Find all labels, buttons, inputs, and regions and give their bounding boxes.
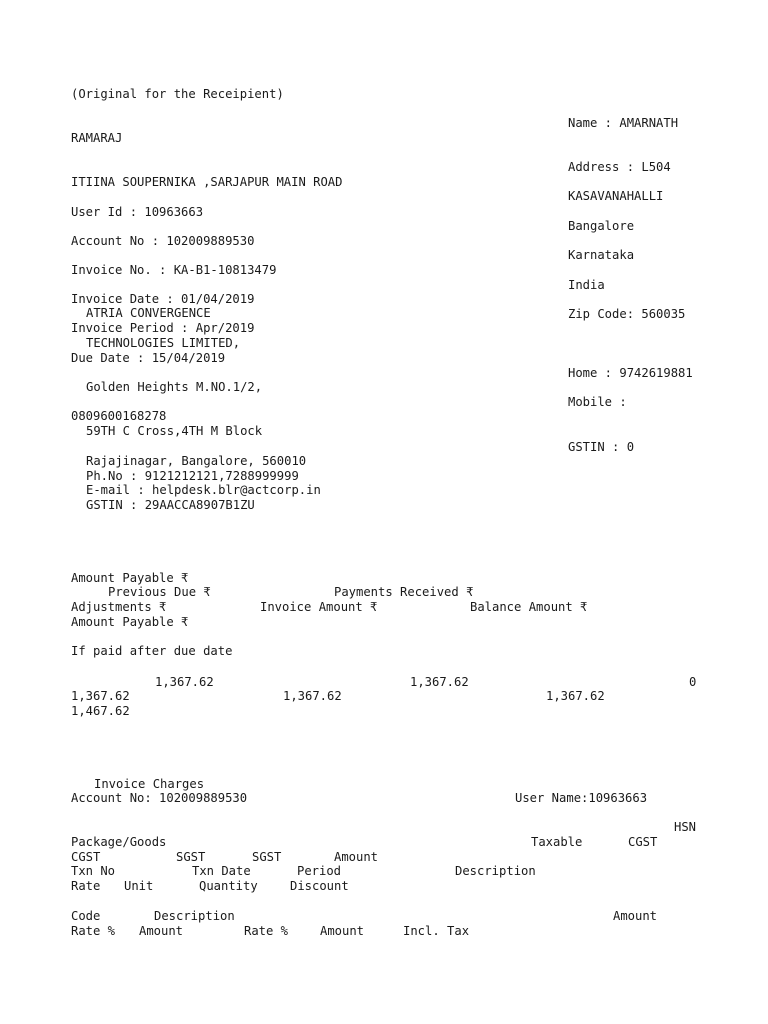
previous-due-label: Previous Due ₹ bbox=[108, 585, 211, 599]
account-number: Account No : 102009889530 bbox=[71, 234, 255, 248]
col-sgst-2: SGST bbox=[252, 850, 282, 864]
customer-name: Name : AMARNATH bbox=[568, 116, 679, 130]
customer-gstin: GSTIN : 0 bbox=[568, 440, 635, 454]
adjustments-value: 0 bbox=[689, 675, 697, 689]
customer-name-continued: RAMARAJ bbox=[71, 131, 123, 145]
balance-amount-value: 1,367.62 bbox=[283, 689, 342, 703]
provider-name-line1: ATRIA CONVERGENCE bbox=[86, 306, 211, 320]
balance-amount-label: Balance Amount ₹ bbox=[470, 600, 588, 614]
amount-payable-label-2: Amount Payable ₹ bbox=[71, 615, 189, 629]
provider-email: E-mail : helpdesk.blr@actcorp.in bbox=[86, 483, 321, 497]
late-payment-note: If paid after due date bbox=[71, 644, 233, 658]
user-id: User Id : 10963663 bbox=[71, 205, 204, 219]
col-cgst: CGST bbox=[628, 835, 658, 849]
invoice-amount-label: Invoice Amount ₹ bbox=[260, 600, 378, 614]
amount-payable-value: 1,367.62 bbox=[546, 689, 605, 703]
col-hsn: HSN bbox=[674, 820, 697, 834]
customer-state: Karnataka bbox=[568, 248, 635, 262]
provider-address-line2: 59TH C Cross,4TH M Block bbox=[86, 424, 263, 438]
customer-country: India bbox=[568, 278, 605, 292]
invoice-date: Invoice Date : 01/04/2019 bbox=[71, 292, 255, 306]
customer-home-phone: Home : 9742619881 bbox=[568, 366, 693, 380]
customer-address-continued: ITIINA SOUPERNIKA ,SARJAPUR MAIN ROAD bbox=[71, 175, 343, 189]
col-rate: Rate bbox=[71, 879, 101, 893]
provider-phone: Ph.No : 9121212121,7288999999 bbox=[86, 469, 299, 483]
col-sgst: SGST bbox=[176, 850, 206, 864]
provider-address-line3: Rajajinagar, Bangalore, 560010 bbox=[86, 454, 307, 468]
charges-title: Invoice Charges bbox=[94, 777, 205, 791]
col-txn-no: Txn No bbox=[71, 864, 116, 878]
payments-received-label: Payments Received ₹ bbox=[334, 585, 474, 599]
col-amount-3: Amount bbox=[139, 924, 184, 938]
col-period: Period bbox=[297, 864, 342, 878]
late-amount-value: 1,467.62 bbox=[71, 704, 130, 718]
previous-due-value: 1,367.62 bbox=[155, 675, 214, 689]
invoice-number: Invoice No. : KA-B1-10813479 bbox=[71, 263, 277, 277]
col-discount: Discount bbox=[290, 879, 349, 893]
col-taxable: Taxable bbox=[531, 835, 583, 849]
adjustments-label: Adjustments ₹ bbox=[71, 600, 167, 614]
col-quantity: Quantity bbox=[199, 879, 258, 893]
customer-address: Address : L504 bbox=[568, 160, 671, 174]
customer-mobile: Mobile : bbox=[568, 395, 627, 409]
copy-note: (Original for the Receipient) bbox=[71, 87, 284, 101]
customer-mobile-value: 0809600168278 bbox=[71, 409, 167, 423]
charges-user-name: User Name:10963663 bbox=[515, 791, 648, 805]
col-package-goods: Package/Goods bbox=[71, 835, 167, 849]
provider-address-line1: Golden Heights M.NO.1/2, bbox=[86, 380, 263, 394]
col-incl-tax: Incl. Tax bbox=[403, 924, 470, 938]
col-code: Code bbox=[71, 909, 101, 923]
customer-zip: Zip Code: 560035 bbox=[568, 307, 686, 321]
col-amount-4: Amount bbox=[320, 924, 365, 938]
col-amount: Amount bbox=[334, 850, 379, 864]
col-amount-2: Amount bbox=[613, 909, 658, 923]
payments-received-value: 1,367.62 bbox=[410, 675, 469, 689]
provider-gstin: GSTIN : 29AACCA8907B1ZU bbox=[86, 498, 255, 512]
col-description: Description bbox=[455, 864, 536, 878]
col-unit: Unit bbox=[124, 879, 154, 893]
invoice-period: Invoice Period : Apr/2019 bbox=[71, 321, 255, 335]
col-cgst-2: CGST bbox=[71, 850, 101, 864]
charges-account-number: Account No: 102009889530 bbox=[71, 791, 248, 805]
amount-payable-label: Amount Payable ₹ bbox=[71, 571, 189, 585]
col-description-2: Description bbox=[154, 909, 235, 923]
invoice-amount-value: 1,367.62 bbox=[71, 689, 130, 703]
customer-city: Bangalore bbox=[568, 219, 635, 233]
customer-locality: KASAVANAHALLI bbox=[568, 189, 664, 203]
col-rate-percent: Rate % bbox=[71, 924, 116, 938]
col-txn-date: Txn Date bbox=[192, 864, 251, 878]
provider-name-line2: TECHNOLOGIES LIMITED, bbox=[86, 336, 241, 350]
col-rate-percent-2: Rate % bbox=[244, 924, 289, 938]
due-date: Due Date : 15/04/2019 bbox=[71, 351, 226, 365]
